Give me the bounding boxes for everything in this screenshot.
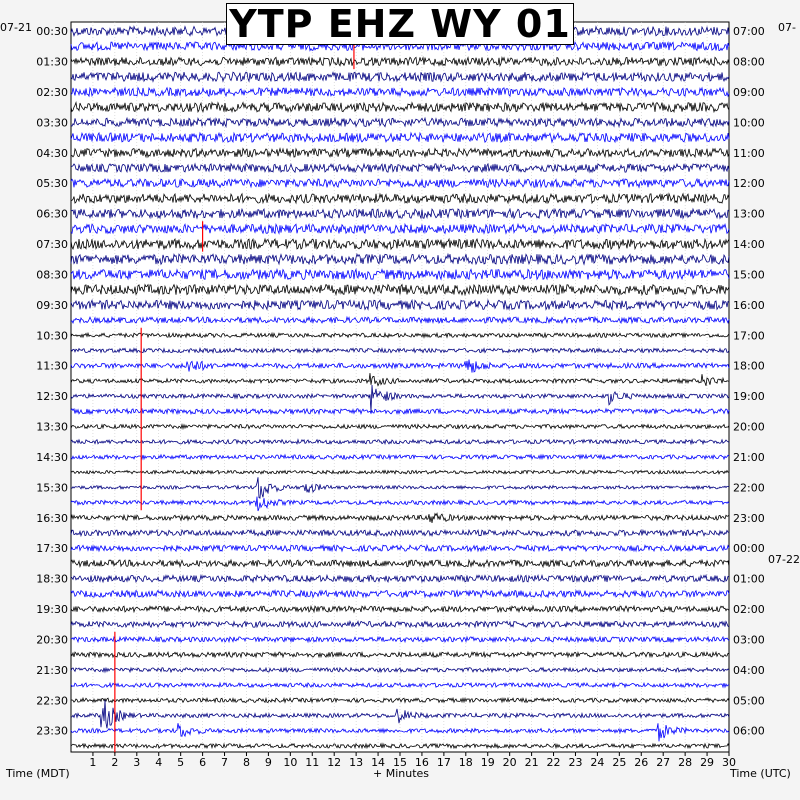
x-tick-label: 3 — [133, 756, 141, 769]
x-tick-label: 7 — [221, 756, 229, 769]
right-tick-label: 18:00 — [733, 359, 765, 373]
x-tick-label: 30 — [722, 756, 736, 769]
x-tick-label: 5 — [177, 756, 185, 769]
right-tick-label: 17:00 — [733, 329, 765, 343]
left-tick-label: 08:30 — [36, 268, 68, 282]
right-tick-label: 00:00 — [733, 542, 765, 556]
x-tick-label: 2 — [111, 756, 119, 769]
right-tick-label: 06:00 — [733, 724, 765, 738]
left-tick-label: 21:30 — [36, 663, 68, 677]
left-tick-label: 20:30 — [36, 633, 68, 647]
right-tick-label: 13:00 — [733, 207, 765, 221]
right-tick-label: 23:00 — [733, 511, 765, 525]
right-tick-label: 05:00 — [733, 694, 765, 708]
x-tick-label: 9 — [264, 756, 272, 769]
x-tick-label: 25 — [612, 756, 627, 769]
left-tick-label: 09:30 — [36, 298, 68, 312]
right-tick-label: 21:00 — [733, 450, 765, 464]
x-tick-label: 26 — [634, 756, 649, 769]
x-tick-label: 20 — [502, 756, 517, 769]
x-tick-label: 22 — [546, 756, 561, 769]
left-tick-label: 18:30 — [36, 572, 68, 586]
right-tick-label: 02:00 — [733, 603, 765, 617]
right-tick-label: 16:00 — [733, 298, 765, 312]
left-tick-label: 13:30 — [36, 420, 68, 434]
x-tick-label: 21 — [524, 756, 539, 769]
left-tick-label: 11:30 — [36, 359, 68, 373]
x-tick-label: 28 — [678, 756, 693, 769]
right-date-next-label: 07-22 — [768, 553, 800, 566]
right-date-clip: 07- — [778, 21, 796, 34]
left-axis-title: Time (MDT) — [6, 767, 70, 780]
right-tick-label: 22:00 — [733, 481, 765, 495]
x-axis-title: + Minutes — [373, 767, 430, 780]
left-date-label: 07-21 — [0, 21, 32, 34]
left-tick-label: 02:30 — [36, 85, 68, 99]
left-tick-label: 01:30 — [36, 55, 68, 69]
right-tick-label: 19:00 — [733, 390, 765, 404]
x-tick-label: 11 — [305, 756, 320, 769]
right-tick-label: 09:00 — [733, 85, 765, 99]
left-tick-label: 06:30 — [36, 207, 68, 221]
left-tick-label: 05:30 — [36, 177, 68, 191]
left-tick-label: 10:30 — [36, 329, 68, 343]
plot-area — [71, 22, 729, 752]
x-tick-label: 27 — [656, 756, 671, 769]
x-tick-label: 13 — [349, 756, 364, 769]
right-tick-label: 04:00 — [733, 663, 765, 677]
x-tick-label: 23 — [568, 756, 583, 769]
left-tick-label: 12:30 — [36, 390, 68, 404]
x-tick-label: 6 — [199, 756, 207, 769]
left-tick-label: 16:30 — [36, 511, 68, 525]
x-tick-label: 19 — [480, 756, 495, 769]
x-tick-label: 10 — [283, 756, 298, 769]
right-tick-label: 10:00 — [733, 116, 765, 130]
left-tick-label: 22:30 — [36, 694, 68, 708]
left-tick-label: 15:30 — [36, 481, 68, 495]
right-tick-label: 08:00 — [733, 55, 765, 69]
x-tick-label: 29 — [700, 756, 715, 769]
chart-title: YTP EHZ WY 01 — [226, 3, 574, 45]
x-tick-label: 17 — [436, 756, 451, 769]
x-tick-label: 15 — [393, 756, 407, 769]
right-tick-label: 14:00 — [733, 238, 765, 252]
right-axis-title: Time (UTC) — [730, 767, 791, 780]
right-tick-label: 12:00 — [733, 177, 765, 191]
left-tick-label: 23:30 — [36, 724, 68, 738]
x-tick-label: 4 — [155, 756, 163, 769]
x-tick-label: 8 — [242, 756, 250, 769]
x-tick-label: 18 — [458, 756, 473, 769]
left-tick-label: 19:30 — [36, 603, 68, 617]
left-tick-label: 03:30 — [36, 116, 68, 130]
right-tick-label: 01:00 — [733, 572, 765, 586]
left-tick-label: 00:30 — [36, 25, 68, 39]
x-tick-label: 14 — [371, 756, 386, 769]
right-tick-label: 20:00 — [733, 420, 765, 434]
right-tick-label: 11:00 — [733, 146, 765, 160]
left-tick-label: 07:30 — [36, 238, 68, 252]
left-tick-label: 17:30 — [36, 542, 68, 556]
x-tick-label: 24 — [590, 756, 605, 769]
right-tick-label: 15:00 — [733, 268, 765, 282]
right-tick-label: 03:00 — [733, 633, 765, 647]
left-tick-label: 14:30 — [36, 450, 68, 464]
x-tick-label: 12 — [327, 756, 342, 769]
right-tick-label: 07:00 — [733, 25, 765, 39]
x-tick-label: 16 — [414, 756, 429, 769]
x-tick-label: 1 — [89, 756, 97, 769]
left-tick-label: 04:30 — [36, 146, 68, 160]
